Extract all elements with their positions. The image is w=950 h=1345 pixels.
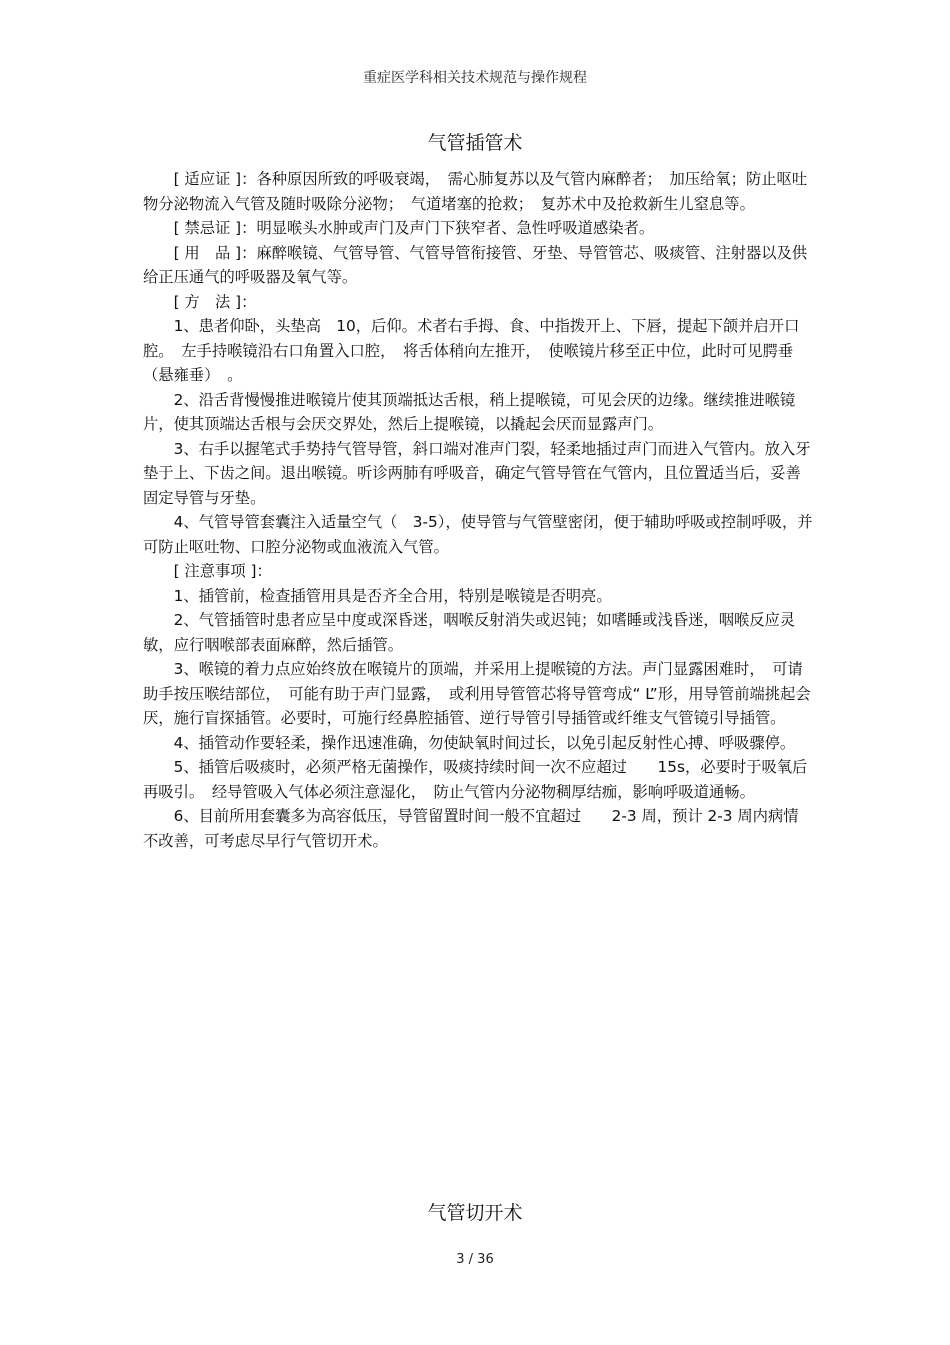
- paragraph-supplies: [ 用 品 ]：麻醉喉镜、气管导管、气管导管衔接管、牙垫、导管管芯、吸痰管、注射器以及供给正压通气的呼吸器及氧气等。: [143, 243, 808, 286]
- section-body: [143, 167, 813, 853]
- paragraph-method-step-4: 4、气管导管套囊注入适量空气（ 3-5），使导管与气管壁密闭，便于辅助呼吸或控制呼吸，并可防止呕吐物、口腔分泌物或血液流入气管。: [143, 513, 813, 556]
- page-number: 3 / 36: [456, 1252, 494, 1267]
- running-header: 重症医学科相关技术规范与操作规程: [363, 70, 587, 86]
- paragraph-note-6: 6、目前所用套囊多为高容低压，导管留置时间一般不宜超过 2-3 周，预计 2-3 周内病情不改善，可考虑尽早行气管切开术。: [143, 807, 799, 850]
- paragraph-note-5: 5、插管后吸痰时，必须严格无菌操作，吸痰持续时间一次不应超过 15s，必要时于吸氧后再吸引。 经导管吸入气体必须注意湿化， 防止气管内分泌物稠厚结痂，影响呼吸道通畅。: [143, 758, 808, 801]
- paragraph-note-1: 1、插管前，检查插管用具是否齐全合用，特别是喉镜是否明亮。: [173, 586, 612, 605]
- section-title: 气管插管术: [427, 132, 523, 154]
- paragraph-indications: [ 适应证 ]：各种原因所致的呼吸衰竭， 需心肺复苏以及气管内麻醉者； 加压给氧；防止呕吐物分泌物流入气管及随时吸除分泌物； 气道堵塞的抢救； 复苏术中及抢救新生儿窒息等。: [143, 170, 808, 213]
- paragraph-note-3: 3、喉镜的着力点应始终放在喉镜片的顶端，并采用上提喉镜的方法。声门显露困难时， 可请助手按压喉结部位， 可能有助于声门显露， 或利用导管管芯将导管弯成“ L”形，用导管前端挑起会厌，施行盲探插管。必要时，可施行经鼻腔插管、逆行导管引导插管或纤维支气管镜引导插管。: [143, 660, 811, 727]
- paragraph-note-4: 4、插管动作要轻柔，操作迅速准确，勿使缺氧时间过长，以免引起反射性心搏、呼吸骤停。: [173, 733, 796, 752]
- next-section-title: 气管切开术: [427, 1202, 523, 1224]
- paragraph-contraindications: [ 禁忌证 ]：明显喉头水肿或声门及声门下狭窄者、急性呼吸道感染者。: [173, 219, 655, 237]
- paragraph-notes-heading: [ 注意事项 ]：: [173, 562, 272, 580]
- paragraph-method-step-2: 2、沿舌背慢慢推进喉镜片使其顶端抵达舌根，稍上提喉镜，可见会厌的边缘。继续推进喉镜片，使其顶端达舌根与会厌交界处，然后上提喉镜，以撬起会厌而显露声门。: [143, 390, 796, 433]
- paragraph-method-step-3: 3、右手以握笔式手势持气管导管，斜口端对准声门裂，轻柔地插过声门而进入气管内。放入牙垫于上、下齿之间。退出喉镜。听诊两肺有呼吸音，确定气管导管在气管内，且位置适当后，妥善固定导管与牙垫。: [143, 439, 811, 507]
- paragraph-method-step-1: 1、患者仰卧，头垫高 10，后仰。术者右手拇、食、中指拨开上、下唇，提起下颌并启开口腔。 左手持喉镜沿右口角置入口腔， 将舌体稍向左推开， 使喉镜片移至正中位，此时可见腭垂（悬雍垂） 。: [143, 317, 800, 384]
- paragraph-note-2: 2、气管插管时患者应呈中度或深昏迷，咽喉反射消失或迟钝；如嗜睡或浅昏迷，咽喉反应灵敏，应行咽喉部表面麻醉，然后插管。: [143, 611, 796, 654]
- paragraph-method-heading: [ 方 法 ]：: [173, 292, 257, 311]
